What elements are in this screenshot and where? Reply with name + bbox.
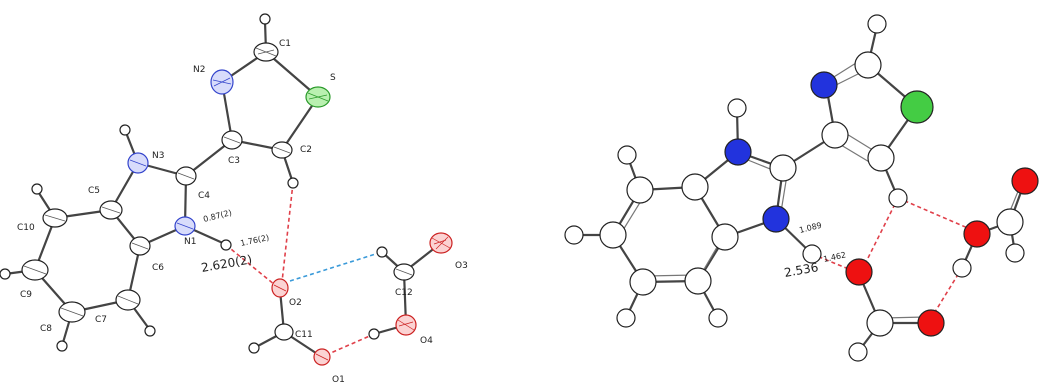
- left-panel: [0, 14, 468, 385]
- right-nh-bond-length: 1.089: [798, 220, 823, 235]
- right-atom-c1: [855, 52, 881, 78]
- left-atom-h8: [57, 341, 67, 351]
- right-atom-o2: [846, 259, 872, 285]
- label-c7: C7: [95, 315, 108, 325]
- label-c8: C8: [40, 324, 53, 334]
- left-atom-h4: [369, 329, 379, 339]
- right-atom-s: [901, 91, 933, 123]
- left-h-o-distance: 1.76(2): [239, 233, 270, 248]
- left-atom-h12: [377, 247, 387, 257]
- right-atom-o3: [1012, 168, 1038, 194]
- right-atom-c6: [712, 224, 738, 250]
- right-h-o-distance: 1.462: [822, 250, 847, 264]
- label-c3: C3: [228, 156, 241, 166]
- left-hbond-o2-h12: [290, 252, 382, 281]
- left-atom-h: [260, 14, 270, 24]
- right-atom-c7: [685, 268, 711, 294]
- label-c2: C2: [300, 145, 313, 155]
- right-n-o-distance: 2.536: [783, 260, 820, 280]
- right-atom-h11: [849, 343, 867, 361]
- left-nh-bond-length: 0.87(2): [202, 208, 233, 224]
- left-atom-h11: [249, 343, 259, 353]
- right-atom-n3: [725, 139, 751, 165]
- label-c11: C11: [295, 330, 313, 340]
- left-atom-h7: [145, 326, 155, 336]
- right-atom-c11: [867, 310, 893, 336]
- right-hbond-h-o: [862, 198, 898, 270]
- left-atom-h2: [288, 178, 298, 188]
- right-atom-c9: [600, 222, 626, 248]
- label-c9: C9: [20, 290, 33, 300]
- right-atom-h12: [1006, 244, 1024, 262]
- left-hbond-h2-o2: [282, 183, 293, 282]
- label-c5: C5: [88, 186, 101, 196]
- left-atom-h10: [32, 184, 42, 194]
- right-atoms: [565, 15, 1038, 361]
- right-atom-h4: [953, 259, 971, 277]
- label-c12: C12: [395, 288, 413, 298]
- label-o1: O1: [332, 375, 345, 385]
- right-atom-c8: [630, 269, 656, 295]
- label-c4: C4: [198, 191, 211, 201]
- left-atom-h1: [221, 240, 231, 250]
- label-n1: N1: [184, 237, 197, 247]
- left-atoms: [0, 14, 452, 365]
- right-atom-h9: [565, 226, 583, 244]
- label-c6: C6: [152, 263, 165, 273]
- label-n3: N3: [152, 151, 165, 161]
- label-o3: O3: [455, 261, 468, 271]
- label-o4: O4: [420, 336, 433, 346]
- right-atom-c4: [770, 155, 796, 181]
- label-n2: N2: [193, 65, 206, 75]
- right-atom-o4: [964, 221, 990, 247]
- label-c10: C10: [17, 223, 35, 233]
- label-c1: C1: [279, 39, 292, 49]
- right-panel: [565, 15, 1038, 361]
- right-atom-h2: [889, 189, 907, 207]
- left-hbond-o1-h4: [326, 335, 372, 355]
- right-atom-h8: [617, 309, 635, 327]
- right-atom-h-c1: [868, 15, 886, 33]
- right-atom-n1: [763, 206, 789, 232]
- label-o2: O2: [289, 298, 302, 308]
- right-atom-c3: [822, 122, 848, 148]
- right-hbond-h-o-acid: [898, 198, 977, 232]
- right-atom-c10: [627, 177, 653, 203]
- right-atom-o1: [918, 310, 944, 336]
- left-distance-labels: [200, 208, 270, 275]
- left-atom-h3: [120, 125, 130, 135]
- right-atom-c5: [682, 174, 708, 200]
- right-atom-h7: [709, 309, 727, 327]
- label-s: S: [330, 73, 336, 83]
- right-atom-h3: [728, 99, 746, 117]
- left-n-o-distance: 2.620(2): [200, 252, 254, 275]
- right-atom-c12: [997, 209, 1023, 235]
- right-atom-c2: [868, 145, 894, 171]
- right-atom-h10: [618, 146, 636, 164]
- right-atom-n2: [811, 72, 837, 98]
- left-atom-h9: [0, 269, 10, 279]
- left-atom-c11: [275, 324, 293, 340]
